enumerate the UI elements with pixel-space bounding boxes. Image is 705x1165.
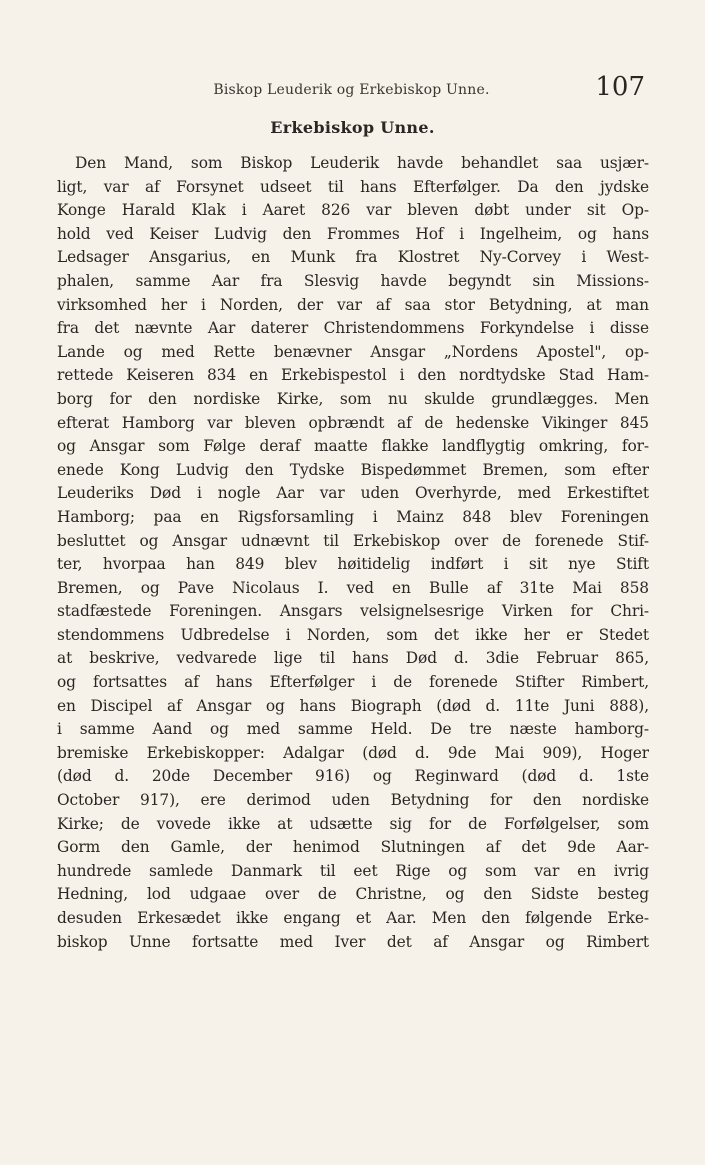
text-line: at beskrive, vedvarede lige til hans Død d. 3die Februar 865, (57, 649, 649, 668)
text-line: i samme Aand og med samme Held. De tre næste hamborg- (57, 720, 649, 739)
text-line: (død d. 20de December 916) og Reginward (død d. 1ste (57, 767, 649, 786)
text-line: og Ansgar som Følge deraf maatte flakke landflygtig omkring, for- (57, 437, 649, 456)
text-line: enede Kong Ludvig den Tydske Bispedømmet Bremen, som efter (57, 460, 649, 479)
text-line: Konge Harald Klak i Aaret 826 var bleven døbt under sit Op- (57, 201, 649, 220)
body-text (57, 152, 649, 954)
text-line: borg for den nordiske Kirke, som nu skulde grundlægges. Men (57, 389, 649, 408)
text-line: stendommens Udbredelse i Norden, som det ikke her er Stedet (57, 625, 649, 644)
text-line: ter, hvorpaa han 849 blev høitidelig indført i sit nye Stift (57, 555, 649, 574)
text-line: desuden Erkesædet ikke engang et Aar. Men den følgende Erke- (57, 909, 649, 927)
text-line: biskop Unne fortsatte med Iver det af Ansgar og Rimbert (57, 932, 649, 951)
text-line: Gorm den Gamle, der henimod Slutningen af det 9de Aar- (57, 838, 649, 857)
text-line: Hamborg; paa en Rigsforsamling i Mainz 848 blev Foreningen (57, 507, 649, 526)
text-line: hold ved Keiser Ludvig den Frommes Hof i Ingelheim, og hans (57, 224, 649, 243)
text-line: virksomhed her i Norden, der var af saa stor Betydning, at man (57, 295, 649, 314)
text-line: Den Mand, som Biskop Leuderik havde behandlet saa usjær- (75, 154, 649, 172)
running-head (58, 72, 645, 112)
text-line: Hedning, lod udgaae over de Christne, og den Sidste besteg (57, 885, 649, 904)
text-line: phalen, samme Aar fra Slesvig havde begyndt sin Missions- (57, 271, 649, 290)
section-heading: Erkebiskop Unne. (270, 118, 435, 137)
text-line: og fortsattes af hans Efterfølger i de forenede Stifter Rimbert, (57, 673, 649, 692)
running-title: Biskop Leuderik og Erkebiskop Unne. (213, 82, 490, 98)
text-line: Ledsager Ansgarius, en Munk fra Klostret Ny-Corvey i West- (57, 248, 649, 267)
text-line: efterat Hamborg var bleven opbrændt af de hedenske Vikinger 845 (57, 413, 649, 432)
text-line: besluttet og Ansgar udnævnt til Erkebiskop over de forenede Stif- (57, 531, 649, 550)
text-line: hundrede samlede Danmark til eet Rige og som var en ivrig (57, 861, 649, 880)
text-line: ligt, var af Forsynet udseet til hans Efterfølger. Da den jydske (57, 177, 649, 196)
page-number: 107 (595, 72, 645, 102)
text-line: October 917), ere derimod uden Betydning for den nordiske (57, 791, 649, 810)
text-line: Kirke; de vovede ikke at udsætte sig for de Forfølgelser, som (57, 814, 649, 833)
text-line: Leuderiks Død i nogle Aar var uden Overhyrde, med Erkestiftet (57, 484, 649, 503)
text-line: bremiske Erkebiskopper: Adalgar (død d. 9de Mai 909), Hoger (57, 743, 649, 762)
text-line: rettede Keiseren 834 en Erkebispestol i den nordtydske Stad Ham- (57, 366, 649, 385)
text-line: fra det nævnte Aar daterer Christendommens Forkyndelse i disse (57, 319, 649, 338)
text-line: Bremen, og Pave Nicolaus I. ved en Bulle af 31te Mai 858 (57, 578, 649, 597)
text-line: en Discipel af Ansgar og hans Biograph (død d. 11te Juni 888), (57, 696, 649, 715)
text-line: Lande og med Rette benævner Ansgar „Nordens Apostel", op- (57, 342, 649, 361)
text-line: stadfæstede Foreningen. Ansgars velsignelsesrige Virken for Chri- (57, 602, 649, 621)
